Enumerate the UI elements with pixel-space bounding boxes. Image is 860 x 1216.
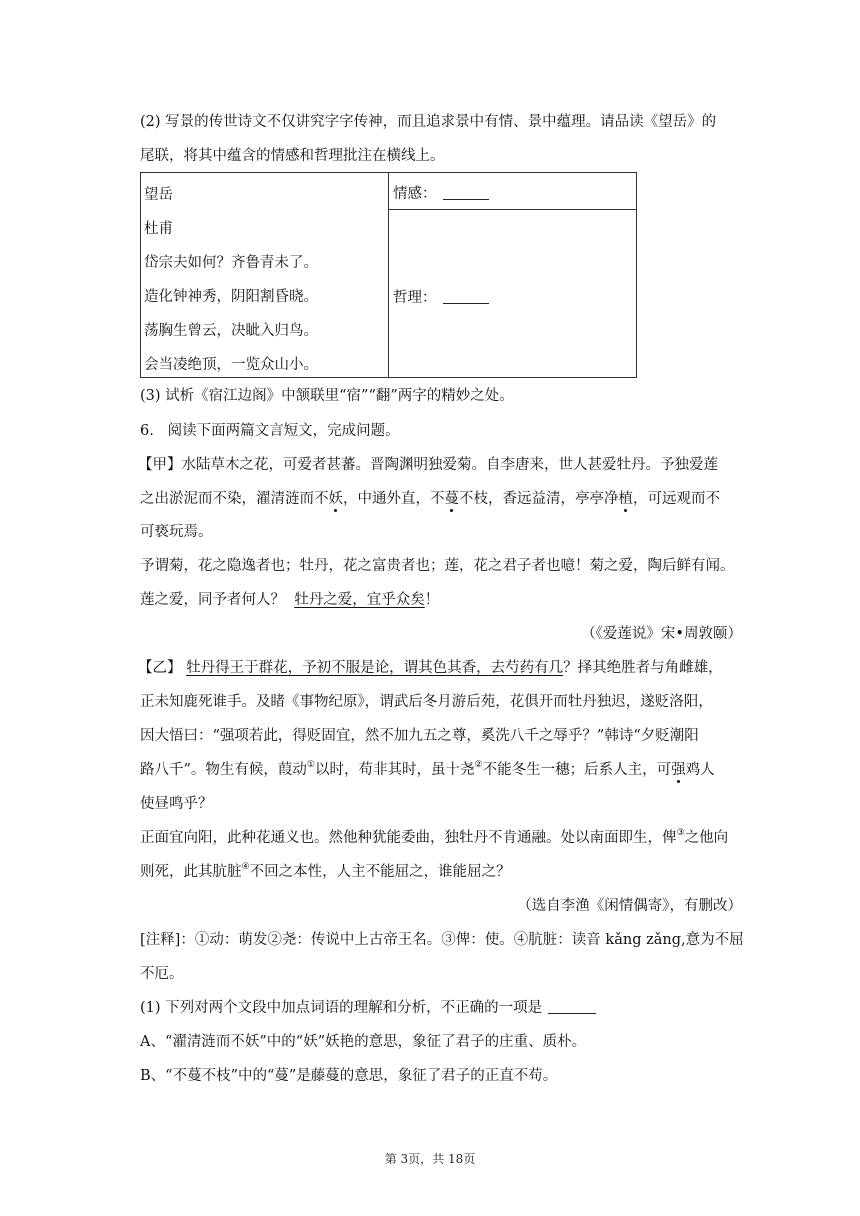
q6-line bbox=[140, 421, 400, 441]
q2-line-2: 尾联，将其中蕴含的情感和哲理批注在横线上。 bbox=[140, 148, 445, 164]
philosophy-blank[interactable] bbox=[443, 289, 489, 304]
jia-tag: 【甲】 bbox=[138, 457, 182, 473]
q1-option-a: A、“濯清涟而不妖”中的“妖”妖艳的意思，象征了君子的庄重、质朴。 bbox=[140, 1034, 587, 1050]
q1-answer-blank[interactable] bbox=[548, 999, 596, 1014]
yi-text-4c: 不能冬生一穗；后系人主，可 bbox=[482, 762, 672, 778]
philosophy-cell bbox=[389, 210, 637, 378]
jia-p1-text-2a: 之出淤泥而不染，濯清涟而不 bbox=[140, 491, 329, 507]
note-mark-4: ④ bbox=[241, 862, 250, 872]
notes-line-2: 不厄。 bbox=[140, 966, 184, 982]
jia-p2-line-2 bbox=[140, 590, 439, 610]
underlined-sentence-jia: 牡丹之爱，宜乎众矣 bbox=[294, 592, 425, 608]
jia-p2-line-1: 予谓菊，花之隐逸者也；牡丹，花之富贵者也；莲，花之君子者也噫！菊之爱，陶后鲜有闻。 bbox=[140, 558, 735, 574]
poem-cell bbox=[141, 173, 389, 378]
jia-p1-text-2c: 不枝，香远益清，亭亭净 bbox=[459, 491, 619, 507]
poem-line-4: 会当凌绝顶，一览众山小。 bbox=[144, 357, 318, 373]
yi-text-1b: ？择其绝胜者与角雌雄， bbox=[563, 660, 723, 676]
note-mark-3: ③ bbox=[676, 828, 685, 838]
emotion-cell bbox=[389, 173, 637, 210]
poem-line-2: 造化钟神秀，阴阳割昏晓。 bbox=[144, 289, 318, 305]
poem-line-1: 岱宗夫如何？齐鲁青未了。 bbox=[144, 255, 318, 271]
yi-line-3: 因大悟曰：“强项若此，得贬固宜，然不加九五之尊，奚洗八千之辱乎？”韩诗“夕贬潮阳 bbox=[140, 728, 699, 744]
dotted-word-yao: 妖 bbox=[328, 491, 343, 507]
note-mark-2: ② bbox=[474, 760, 483, 770]
yi-line-4 bbox=[140, 760, 715, 780]
poem-title: 望岳 bbox=[144, 187, 173, 203]
yi-text-4a: 路八千”。物生有候，葭动 bbox=[140, 762, 307, 778]
dotted-word-qiang: 强 bbox=[671, 762, 686, 778]
yi-line-7 bbox=[140, 862, 511, 882]
emotion-label: 情感： bbox=[393, 186, 437, 202]
jia-p1-text-2d: ，可远观而不 bbox=[633, 491, 720, 507]
underlined-sentence-yi: 牡丹得王于群花，予初不服是论，谓其色其香，去芍药有几 bbox=[186, 660, 564, 676]
dotted-word-zhi: 植 bbox=[618, 491, 633, 507]
note-mark-1: ① bbox=[306, 760, 315, 770]
yi-line-2: 正未知鹿死谁手。及睹《事物纪原》，谓武后冬月游后苑，花俱开而牡丹独迟，遂贬洛阳， bbox=[140, 694, 713, 710]
yi-source: （选自李渔《闲情偶寄》，有删改） bbox=[517, 898, 742, 914]
notes-line-1: [注释]：①动：萌发②尧：传说中上古帝王名。③俾：使。④肮脏：读音 kǎng zǎng,意为不屈 bbox=[140, 932, 744, 948]
yi-text-6a: 正面宜向阳，此种花通义也。然他种犹能委曲，独牡丹不肯通融。处以南面即生，俾 bbox=[140, 830, 677, 846]
q6-number: 6. bbox=[140, 423, 154, 439]
yi-line-6 bbox=[140, 828, 728, 848]
yi-line-5: 使昼鸣乎？ bbox=[140, 796, 213, 812]
q6-text: 阅读下面两篇文言短文，完成问题。 bbox=[167, 423, 400, 439]
yi-line-1 bbox=[138, 658, 723, 678]
yi-text-4b: 以时，苟非其时，虽十尧 bbox=[315, 762, 475, 778]
q3-text: (3) 试析《宿江边阁》中颔联里“宿”“翻”两字的精妙之处。 bbox=[140, 388, 514, 404]
yi-text-6b: 之他向 bbox=[684, 830, 729, 846]
jia-p1-line-1 bbox=[138, 455, 718, 475]
q1-stem: (1) 下列对两个文段中加点词语的理解和分析，不正确的一项是 bbox=[140, 1000, 543, 1016]
q1-stem-line bbox=[140, 998, 596, 1018]
philosophy-label: 哲理： bbox=[393, 290, 437, 306]
jia-p1-text-2b: ，中通外直，不 bbox=[343, 491, 445, 507]
jia-p1-line-2 bbox=[140, 489, 720, 509]
jia-source: （《爱莲说》宋•周敦颐） bbox=[581, 626, 742, 642]
poem-line-3: 荡胸生曾云，决眦入归鸟。 bbox=[144, 323, 318, 339]
poem-table bbox=[140, 172, 637, 378]
yi-tag: 【乙】 bbox=[138, 660, 182, 676]
yi-text-7b: 不回之本性，人主不能屈之，谁能屈之？ bbox=[249, 864, 511, 880]
dotted-word-man: 蔓 bbox=[444, 491, 459, 507]
emotion-blank[interactable] bbox=[443, 185, 489, 200]
jia-p2-text-2b: ！ bbox=[424, 592, 440, 608]
jia-p1-text-1: 水陆草木之花，可爱者甚蕃。晋陶渊明独爱菊。自李唐来，世人甚爱牡丹。予独爱莲 bbox=[181, 457, 718, 473]
page-footer: 第 3页，共 18页 bbox=[384, 1152, 476, 1166]
q2-line-1: (2) 写景的传世诗文不仅讲究字字传神，而且追求景中有情、景中蕴理。请品读《望岳》的 bbox=[140, 114, 717, 130]
yi-text-4d: 鸡人 bbox=[685, 762, 715, 778]
jia-p2-text-2a: 莲之爱，同予者何人？ bbox=[140, 592, 285, 608]
poem-author: 杜甫 bbox=[144, 221, 173, 237]
yi-text-7a: 则死，此其肮脏 bbox=[140, 864, 242, 880]
q1-option-b: B、“不蔓不枝”中的“蔓”是藤蔓的意思，象征了君子的正直不苟。 bbox=[140, 1068, 558, 1084]
jia-p1-line-3: 可亵玩焉。 bbox=[140, 524, 213, 540]
